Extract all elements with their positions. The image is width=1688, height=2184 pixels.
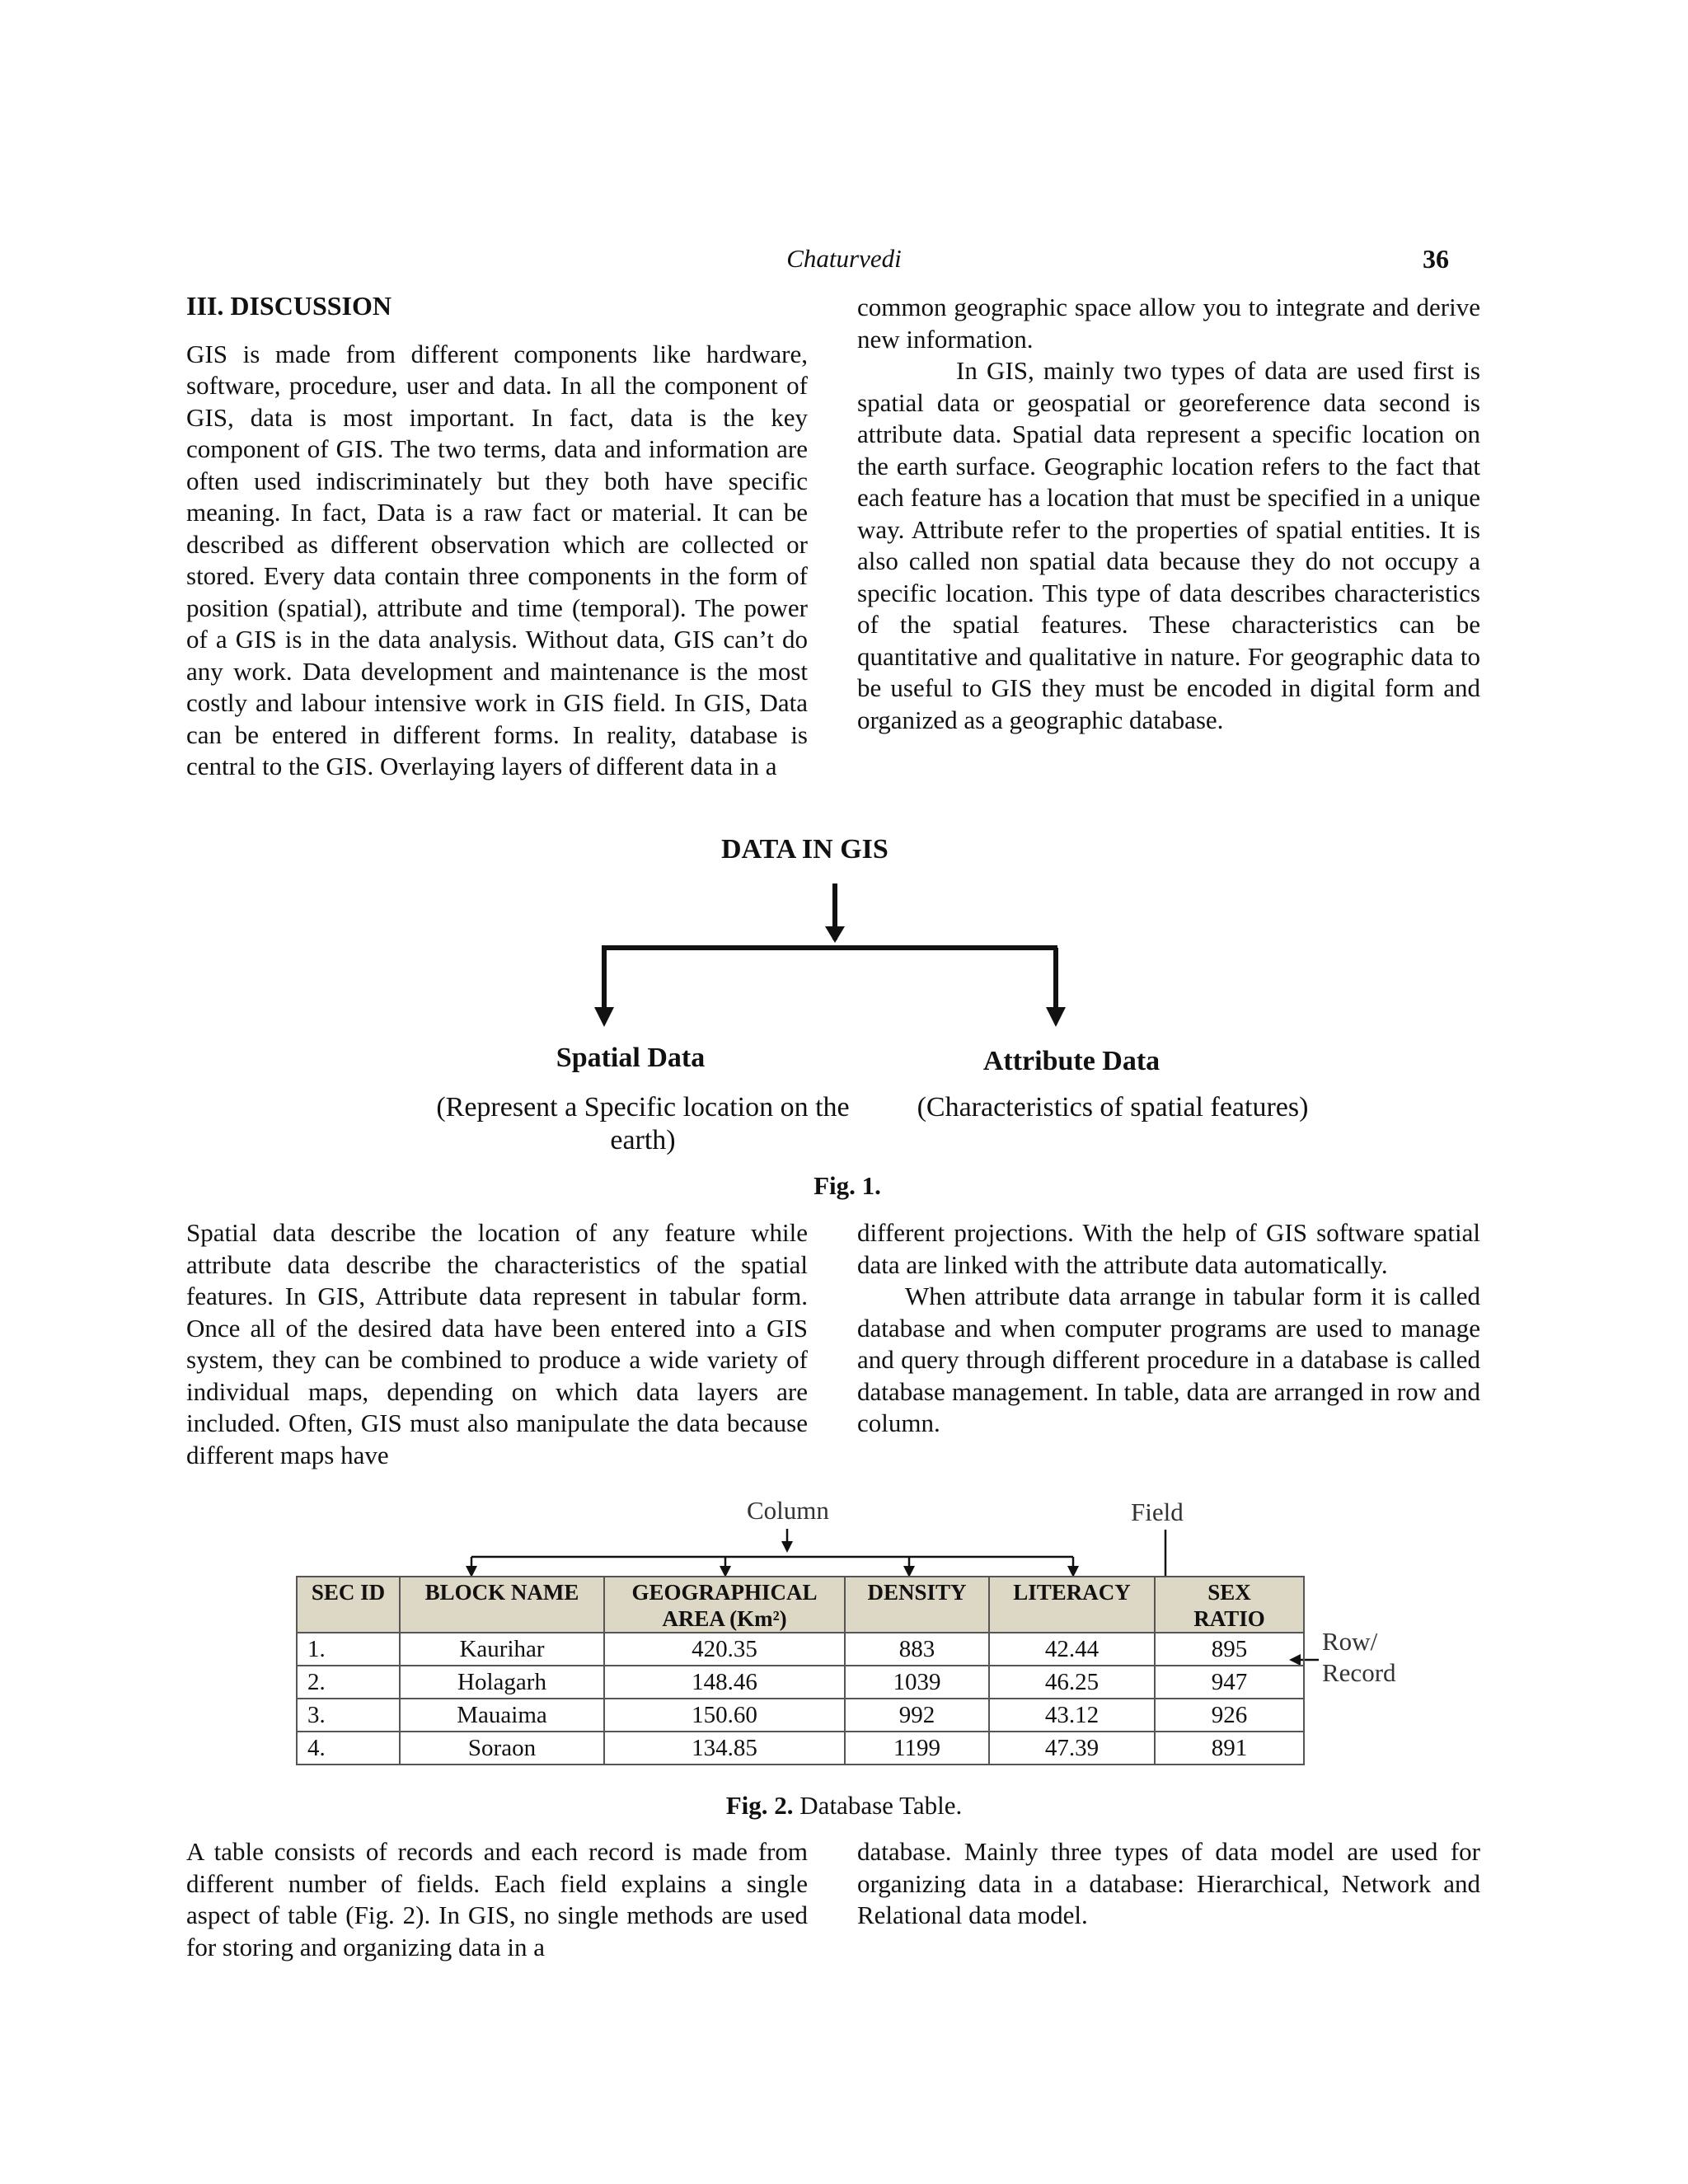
page-number: 36: [1423, 244, 1449, 274]
header-geographical-area: GEOGRAPHICAL AREA (Km²): [604, 1577, 845, 1633]
figure-1-caption: Fig. 1.: [814, 1171, 881, 1200]
database-table: [296, 1576, 1305, 1765]
cell-sec-id: 4.: [297, 1732, 400, 1765]
cell-sex-ratio: 947: [1155, 1666, 1304, 1699]
cell-area: 420.35: [604, 1633, 845, 1666]
cell-area: 134.85: [604, 1732, 845, 1765]
cell-density: 1199: [845, 1732, 989, 1765]
table-row: [297, 1633, 1304, 1666]
row-annotation-line2: Record: [1322, 1658, 1396, 1687]
figure-1-title: DATA IN GIS: [721, 834, 889, 865]
paragraph-continued: common geographic space allow you to integrate and derive new information.: [857, 293, 1480, 354]
table-header-row: [297, 1577, 1304, 1633]
row-annotation-line1: Row/: [1322, 1627, 1378, 1656]
cell-block-name: Soraon: [400, 1732, 604, 1765]
cell-sex-ratio: 895: [1155, 1633, 1304, 1666]
spatial-data-description: (Represent a Specific location on the earth): [436, 1092, 850, 1155]
cell-block-name: Mauaima: [400, 1699, 604, 1732]
field-annotation: Field: [1131, 1497, 1184, 1526]
attribute-data-description: (Characteristics of spatial features): [917, 1092, 1309, 1122]
header-block-name: BLOCK NAME: [400, 1577, 604, 1633]
cell-literacy: 46.25: [989, 1666, 1155, 1699]
paragraph-data-models: database. Mainly three types of data model are used for organizing data in a database: Hierarchical, Network and Relational data model.: [857, 1837, 1480, 1929]
paragraph-spatial-attribute: Spatial data describe the location of any feature while attribute data describe the characteristics of the spatial features. In GIS, Attribute data represent in tabular form. Once all of the desired data have been entered into a GIS system, they can be combined to produce a wide variety of individual maps, depending on which data layers are included. Often, GIS must also manipulate the data because different maps have: [186, 1218, 808, 1469]
right-column-data-models: [857, 1836, 1480, 1932]
cell-literacy: 43.12: [989, 1699, 1155, 1732]
paragraph-database-management: When attribute data arrange in tabular form it is called database and when computer programs are used to manage and query through different procedure in a database is called database management. In table, data are arranged in row and column.: [857, 1282, 1480, 1437]
cell-density: 883: [845, 1633, 989, 1666]
running-header-author: Chaturvedi: [786, 244, 902, 273]
cell-area: 148.46: [604, 1666, 845, 1699]
cell-block-name: Kaurihar: [400, 1633, 604, 1666]
cell-sex-ratio: 926: [1155, 1699, 1304, 1732]
cell-literacy: 42.44: [989, 1633, 1155, 1666]
cell-sec-id: 3.: [297, 1699, 400, 1732]
right-column-discussion: [857, 292, 1480, 736]
cell-block-name: Holagarh: [400, 1666, 604, 1699]
header-literacy: LITERACY: [989, 1577, 1155, 1633]
paragraph-projections: different projections. With the help of GIS software spatial data are linked with the attribute data automatically.: [857, 1218, 1480, 1279]
paragraph-records-fields: A table consists of records and each record is made from different number of fields. Each field explains a single aspect of table (Fig. 2). In GIS, no single methods are used for storing and organizing data in a: [186, 1837, 808, 1961]
left-column-discussion: [186, 290, 808, 783]
cell-area: 150.60: [604, 1699, 845, 1732]
table-row: [297, 1666, 1304, 1699]
cell-density: 992: [845, 1699, 989, 1732]
left-column-records: [186, 1836, 808, 1963]
right-column-database: [857, 1217, 1480, 1440]
figure-2-caption: Fig. 2. Database Table.: [725, 1791, 963, 1820]
attribute-data-label: Attribute Data: [982, 1046, 1160, 1076]
table-row: [297, 1699, 1304, 1732]
cell-density: 1039: [845, 1666, 989, 1699]
table-row: [297, 1732, 1304, 1765]
cell-sec-id: 1.: [297, 1633, 400, 1666]
section-heading: III. DISCUSSION: [186, 291, 392, 321]
discussion-paragraph: GIS is made from different components like hardware, software, procedure, user and data. In all the component of GIS, data is most important. In fact, data is the key component of GIS. The two terms, data and information are often used indiscriminately but they both have specific meaning. In fact, Data is a raw fact or material. It can be described as different observation which are collected or stored. Every data contain three components in the form of position (spatial), attribute and time (temporal). The power of a GIS is in the data analysis. Without data, GIS can’t do any work. Data development and maintenance is the most costly and labour intensive work in GIS field. In GIS, Data can be entered in different forms. In reality, database is central to the GIS. Overlaying layers of different data in a: [186, 339, 808, 780]
paragraph-data-types: In GIS, mainly two types of data are used first is spatial data or geospatial or georeference data second is attribute data. Spatial data represent a specific location on the earth surface. Geographic location refers to the fact that each feature has a location that must be specified in a unique way. Attribute refer to the properties of spatial entities. It is also called non spatial data because they do not occupy a specific location. This type of data describes characteristics of the spatial features. These characteristics can be quantitative and qualitative in nature. For geographic data to be useful to GIS they must be encoded in digital form and organized as a geographic database.: [857, 356, 1480, 734]
header-sec-id: SEC ID: [297, 1577, 400, 1633]
cell-sec-id: 2.: [297, 1666, 400, 1699]
header-density: DENSITY: [845, 1577, 989, 1633]
header-sex-ratio: SEX RATIO: [1155, 1577, 1304, 1633]
left-column-spatial-attribute: [186, 1217, 808, 1471]
column-annotation: Column: [747, 1496, 829, 1525]
spatial-data-label: Spatial Data: [556, 1043, 706, 1073]
cell-literacy: 47.39: [989, 1732, 1155, 1765]
cell-sex-ratio: 891: [1155, 1732, 1304, 1765]
